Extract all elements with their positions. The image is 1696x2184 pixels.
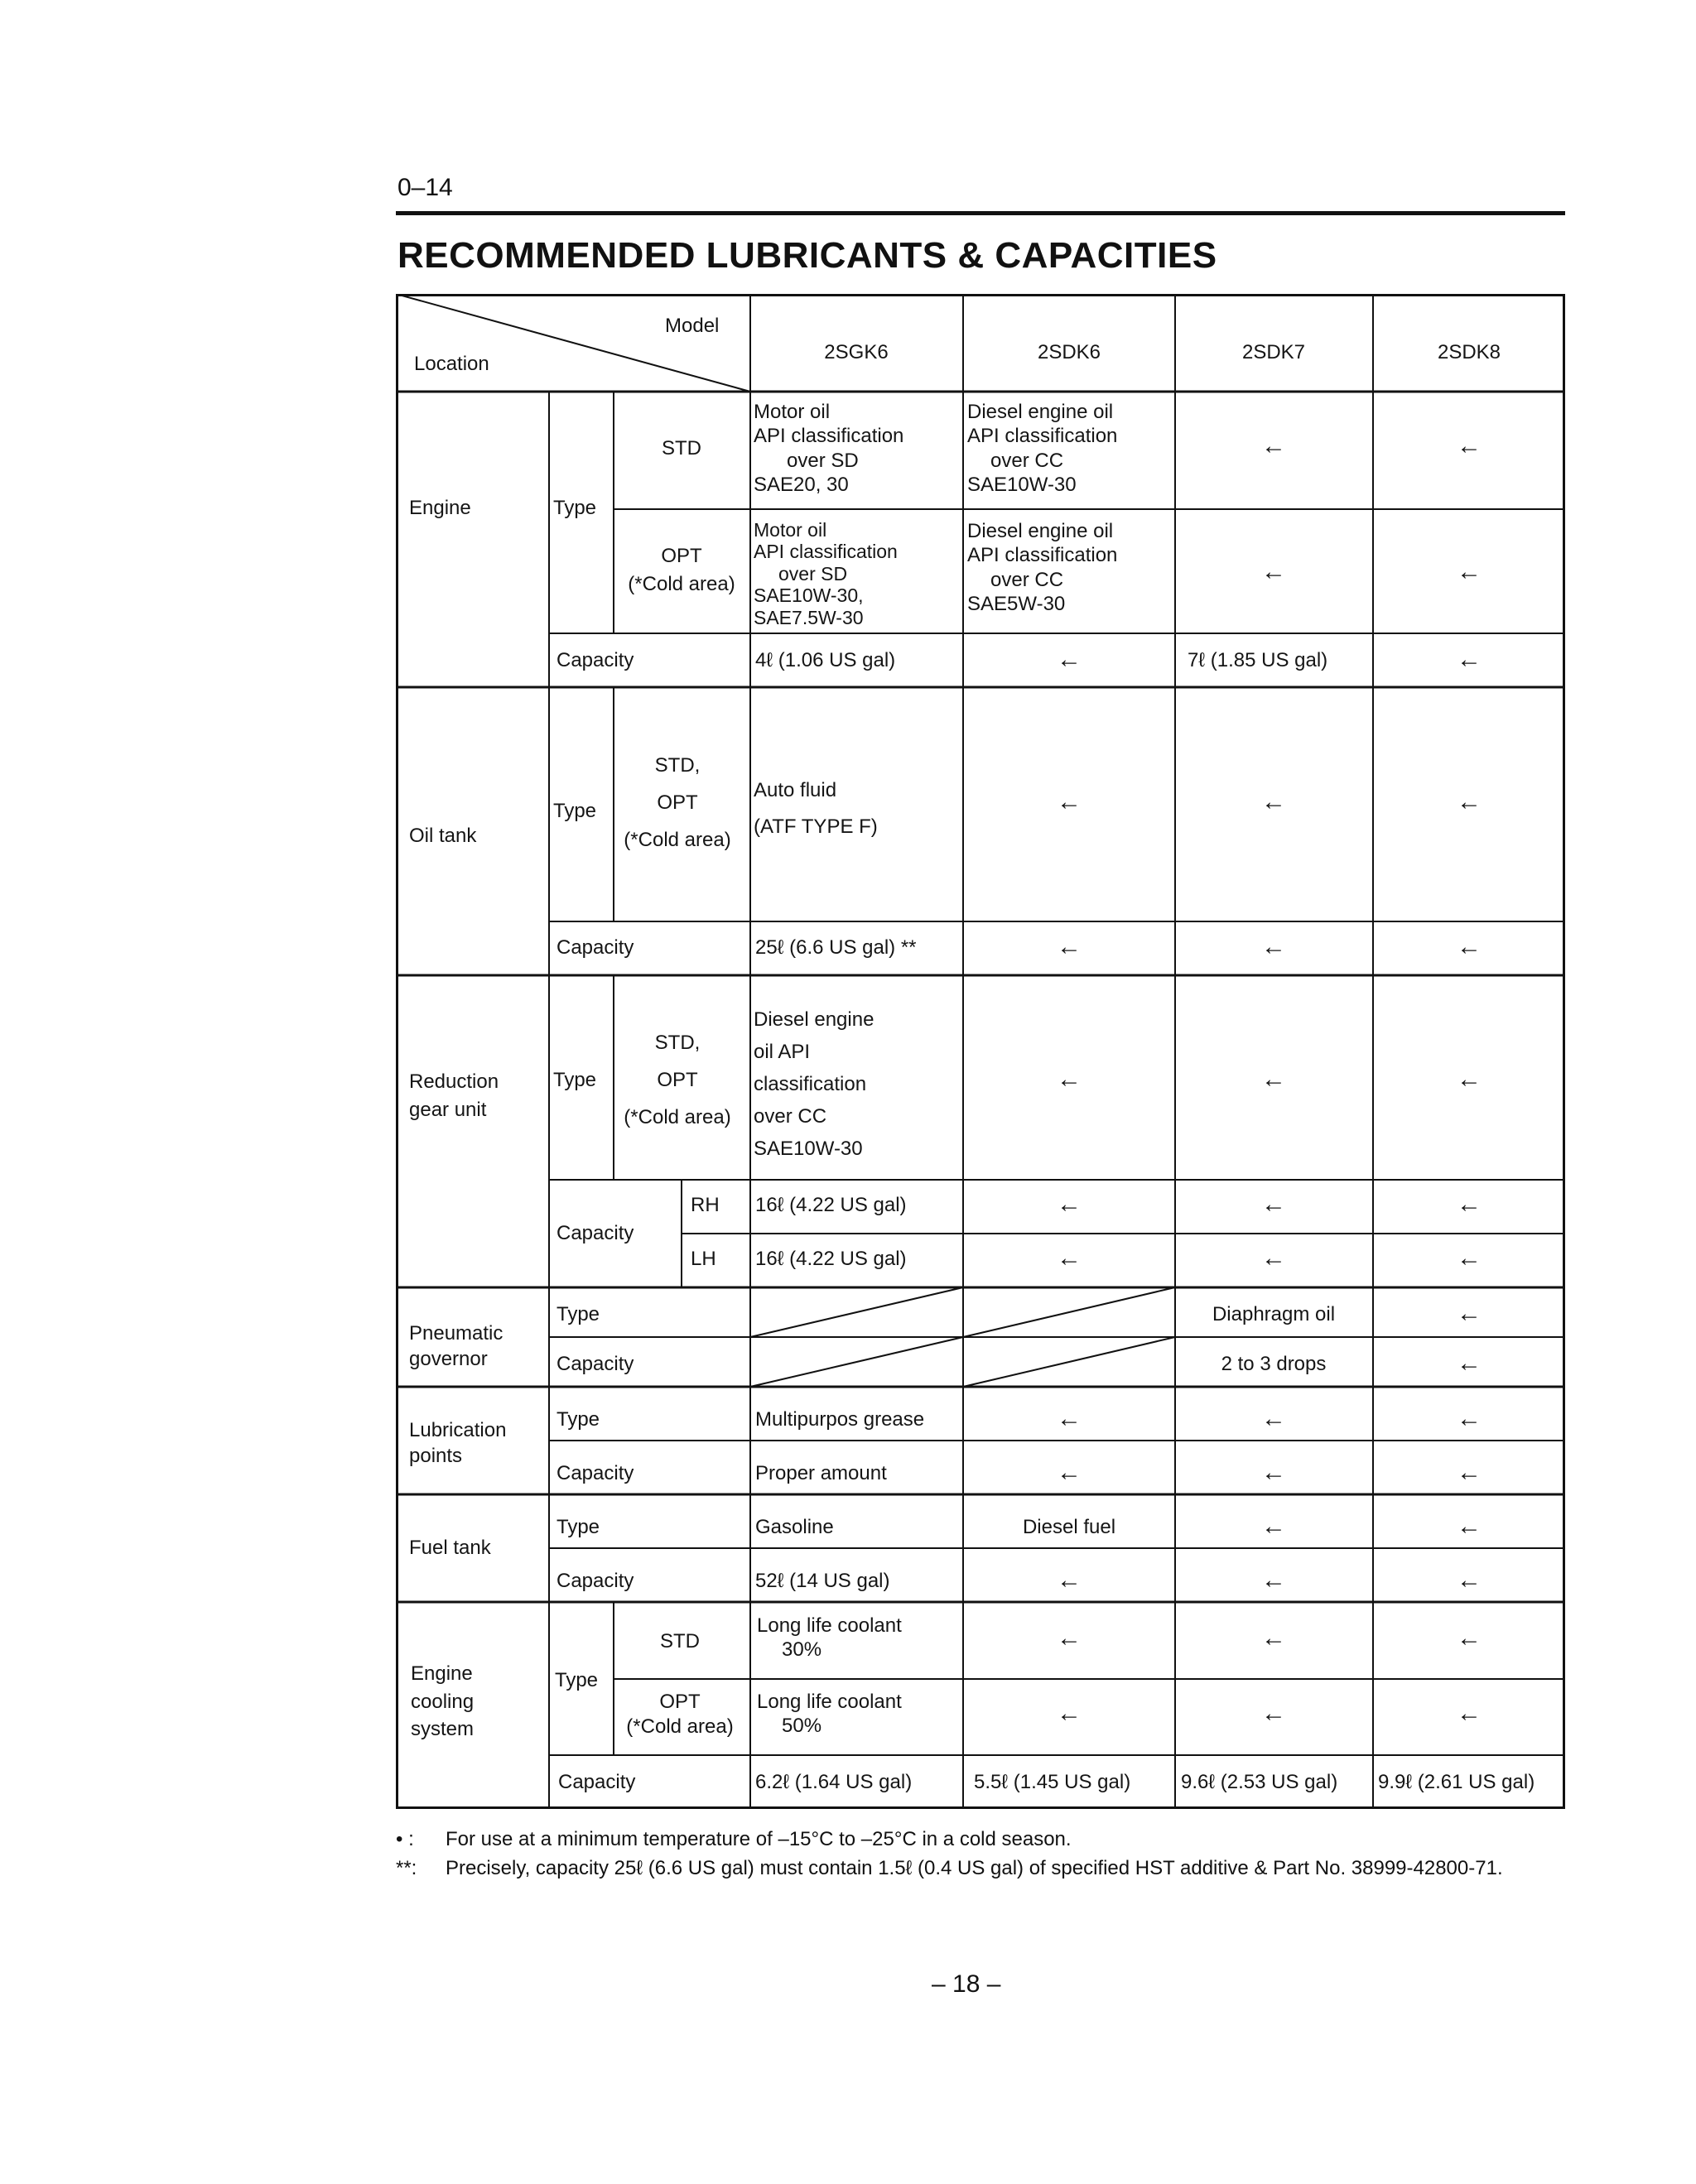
- arrow-icon: ←: [1057, 1459, 1082, 1486]
- model-header-2sdk6: 2SDK6: [1037, 341, 1101, 363]
- engine-std-2sgk6: Motor oil API classification over SD SAE20, 30: [754, 401, 904, 496]
- location-engine: Engine: [409, 497, 471, 519]
- footnote-hst-additive: **: Precisely, capacity 25ℓ (6.6 US gal) must contain 1.5ℓ (0.4 US gal) of specified HST additive & Part No. 38999-42800-71.: [396, 1856, 1503, 1879]
- lubricants-table: [396, 294, 1565, 1809]
- fuel-type-2sdk6: Diesel fuel: [1022, 1516, 1116, 1538]
- arrow-icon: ←: [1057, 646, 1082, 673]
- arrow-icon: ←: [1457, 1459, 1482, 1486]
- oil-tank-opt-label: OPT: [657, 791, 698, 814]
- engine-opt-2sdk6: Diesel engine oil API classification over CC SAE5W-30: [967, 520, 1118, 615]
- reduction-type-2sgk6: Diesel engine oil API classification over CC SAE10W-30: [754, 1008, 874, 1160]
- arrow-icon: ←: [1457, 1066, 1482, 1093]
- arrow-icon: ←: [1261, 1066, 1286, 1093]
- arrow-icon: ←: [1261, 432, 1286, 459]
- arrow-icon: ←: [1261, 1566, 1286, 1594]
- engine-opt-2sgk6: Motor oil API classification over SD SAE10W-30, SAE7.5W-30: [754, 519, 898, 628]
- reduction-rh-label: RH: [691, 1194, 720, 1216]
- arrow-icon: ←: [1261, 933, 1286, 960]
- header-model-label: Model: [665, 315, 720, 337]
- section-page-number: 0–14: [398, 174, 453, 201]
- arrow-icon: ←: [1057, 1566, 1082, 1594]
- lubrication-type-label: Type: [556, 1408, 600, 1431]
- footnotes: [396, 1826, 1572, 1883]
- cooling-std-label: STD: [660, 1630, 700, 1652]
- header-rule: [396, 211, 1565, 215]
- arrow-icon: ←: [1457, 1349, 1482, 1377]
- footnote-cold-area: • : For use at a minimum temperature of –15°C to –25°C in a cold season.: [396, 1828, 1072, 1850]
- arrow-icon: ←: [1057, 1244, 1082, 1272]
- oil-tank-type-label: Type: [553, 800, 597, 822]
- arrow-icon: ←: [1457, 1300, 1482, 1327]
- arrow-icon: ←: [1057, 1700, 1082, 1727]
- arrow-icon: ←: [1261, 1191, 1286, 1218]
- arrow-icon: ←: [1457, 1244, 1482, 1272]
- engine-std-2sdk6: Diesel engine oil API classification over CC SAE10W-30: [967, 401, 1118, 496]
- fuel-capacity-label: Capacity: [556, 1570, 634, 1592]
- arrow-icon: ←: [1261, 558, 1286, 585]
- engine-std-label: STD: [662, 437, 701, 459]
- arrow-icon: ←: [1261, 1405, 1286, 1432]
- arrow-icon: ←: [1457, 1513, 1482, 1540]
- location-engine-cooling-system: Engine cooling system: [411, 1662, 475, 1741]
- reduction-cold-label: (*Cold area): [624, 1106, 731, 1128]
- pneumatic-type-2sdk7: Diaphragm oil: [1212, 1303, 1336, 1325]
- reduction-rh-2sgk6: 16ℓ (4.22 US gal): [755, 1194, 907, 1216]
- reduction-lh-2sgk6: 16ℓ (4.22 US gal): [755, 1248, 907, 1270]
- arrow-icon: ←: [1057, 1405, 1082, 1432]
- engine-capacity-label: Capacity: [556, 649, 634, 671]
- cooling-type-label: Type: [555, 1669, 599, 1691]
- arrow-icon: ←: [1457, 646, 1482, 673]
- cooling-capacity-2sdk6: 5.5ℓ (1.45 US gal): [974, 1771, 1131, 1793]
- cooling-cold-label: (*Cold area): [626, 1715, 734, 1738]
- page-title: RECOMMENDED LUBRICANTS & CAPACITIES: [398, 235, 1217, 276]
- location-reduction-gear-unit: Reduction gear unit: [409, 1070, 499, 1121]
- lubrication-type-2sgk6: Multipurpos grease: [755, 1408, 925, 1431]
- fuel-type-label: Type: [556, 1516, 600, 1538]
- location-oil-tank: Oil tank: [409, 825, 477, 847]
- arrow-icon: ←: [1457, 1624, 1482, 1652]
- lubrication-capacity-label: Capacity: [556, 1462, 634, 1484]
- model-header-2sgk6: 2SGK6: [824, 341, 889, 363]
- cooling-capacity-2sdk8: 9.9ℓ (2.61 US gal): [1378, 1771, 1535, 1793]
- location-pneumatic-governor: Pneumatic governor: [409, 1322, 504, 1371]
- lubrication-capacity-2sgk6: Proper amount: [755, 1462, 887, 1484]
- arrow-icon: ←: [1057, 933, 1082, 960]
- pneumatic-type-label: Type: [556, 1303, 600, 1325]
- oil-tank-capacity-2sgk6: 25ℓ (6.6 US gal) **: [755, 936, 917, 959]
- arrow-icon: ←: [1057, 1191, 1082, 1218]
- arrow-icon: ←: [1261, 788, 1286, 815]
- arrow-icon: ←: [1057, 1624, 1082, 1652]
- engine-cold-label: (*Cold area): [628, 573, 735, 595]
- arrow-icon: ←: [1057, 1066, 1082, 1093]
- model-header-2sdk7: 2SDK7: [1241, 341, 1306, 363]
- arrow-icon: ←: [1261, 1459, 1286, 1486]
- footer-page-number: – 18 –: [932, 1970, 1001, 1998]
- cooling-capacity-label: Capacity: [558, 1771, 636, 1793]
- oil-tank-cold-label: (*Cold area): [624, 829, 731, 851]
- reduction-lh-label: LH: [691, 1248, 716, 1270]
- cooling-opt-2sgk6: Long life coolant 50%: [757, 1691, 902, 1738]
- oil-tank-type-2sgk6: Auto fluid (ATF TYPE F): [754, 779, 878, 839]
- fuel-type-2sgk6: Gasoline: [755, 1516, 834, 1538]
- pneumatic-capacity-2sdk7: 2 to 3 drops: [1221, 1353, 1327, 1375]
- arrow-icon: ←: [1457, 788, 1482, 815]
- fuel-capacity-2sgk6: 52ℓ (14 US gal): [755, 1570, 890, 1592]
- oil-tank-capacity-label: Capacity: [556, 936, 634, 959]
- reduction-opt-label: OPT: [657, 1069, 698, 1091]
- oil-tank-std-label: STD,: [654, 754, 701, 777]
- arrow-icon: ←: [1457, 1405, 1482, 1432]
- reduction-capacity-label: Capacity: [556, 1222, 634, 1244]
- arrow-icon: ←: [1261, 1244, 1286, 1272]
- location-fuel-tank: Fuel tank: [409, 1537, 491, 1559]
- cooling-capacity-2sgk6: 6.2ℓ (1.64 US gal): [755, 1771, 913, 1793]
- reduction-type-label: Type: [553, 1069, 597, 1091]
- header-location-label: Location: [414, 353, 489, 375]
- arrow-icon: ←: [1457, 432, 1482, 459]
- arrow-icon: ←: [1457, 1566, 1482, 1594]
- reduction-std-label: STD,: [654, 1032, 701, 1054]
- pneumatic-capacity-label: Capacity: [556, 1353, 634, 1375]
- arrow-icon: ←: [1261, 1700, 1286, 1727]
- engine-capacity-2sgk6: 4ℓ (1.06 US gal): [755, 649, 896, 671]
- arrow-icon: ←: [1457, 933, 1482, 960]
- cooling-std-2sgk6: Long life coolant 30%: [757, 1614, 902, 1662]
- cooling-capacity-2sdk7: 9.6ℓ (2.53 US gal): [1181, 1771, 1338, 1793]
- cooling-opt-label: OPT: [659, 1691, 701, 1713]
- arrow-icon: ←: [1261, 1513, 1286, 1540]
- engine-type-label: Type: [553, 497, 597, 519]
- arrow-icon: ←: [1457, 1700, 1482, 1727]
- engine-capacity-2sdk7: 7ℓ (1.85 US gal): [1188, 649, 1328, 671]
- arrow-icon: ←: [1457, 558, 1482, 585]
- arrow-icon: ←: [1261, 1624, 1286, 1652]
- location-lubrication-points: Lubrication points: [409, 1419, 507, 1468]
- arrow-icon: ←: [1057, 788, 1082, 815]
- arrow-icon: ←: [1457, 1191, 1482, 1218]
- model-header-2sdk8: 2SDK8: [1437, 341, 1501, 363]
- engine-opt-label: OPT: [661, 545, 702, 567]
